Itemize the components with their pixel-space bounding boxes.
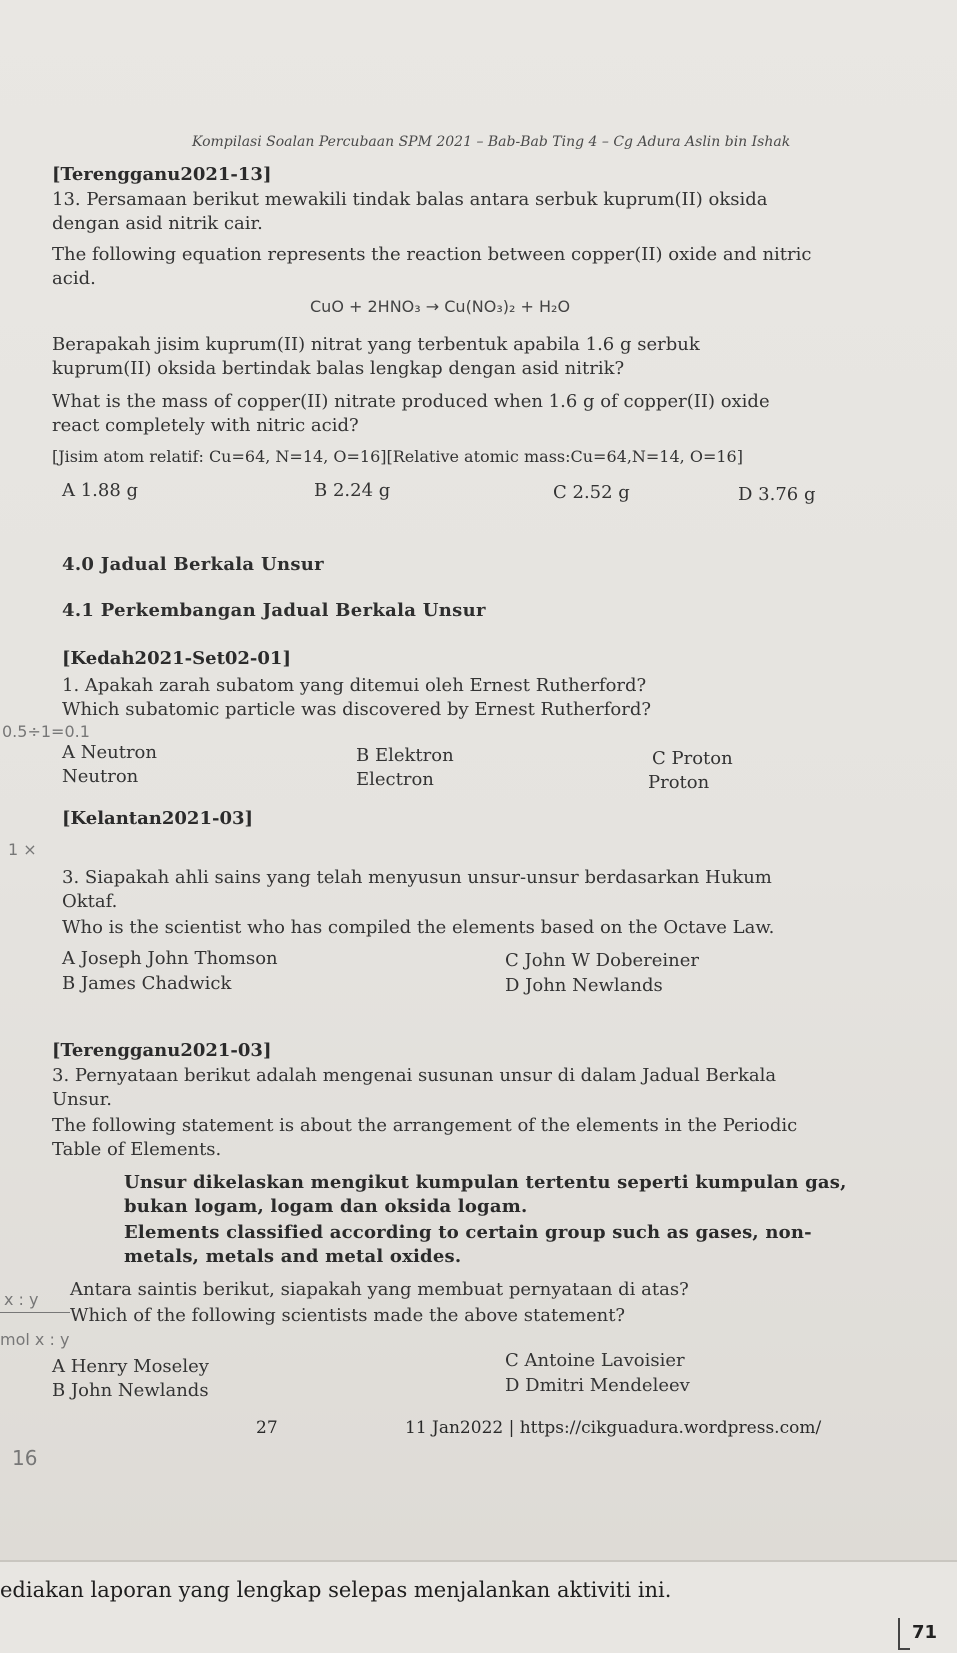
footer-date-url: 11 Jan2022 | https://cikguadura.wordpress.com/ xyxy=(405,1418,822,1438)
option-a: A Joseph John Thomson xyxy=(62,948,278,969)
question-text: Which subatomic particle was discovered by Ernest Rutherford? xyxy=(62,699,652,720)
bottom-page-number: 71 xyxy=(912,1622,938,1643)
handwritten-note: mol x : y xyxy=(0,1330,70,1349)
question-source: [Kedah2021-Set02-01] xyxy=(62,648,291,669)
page-number-bracket xyxy=(898,1618,910,1650)
question-text: Berapakah jisim kuprum(II) nitrat yang terbentuk apabila 1.6 g serbuk xyxy=(52,334,700,355)
option-c-en: Proton xyxy=(648,772,710,793)
option-c: C John W Dobereiner xyxy=(505,950,699,971)
option-b: B John Newlands xyxy=(52,1380,209,1401)
handwritten-underline xyxy=(0,1312,70,1313)
option-a: A Henry Moseley xyxy=(52,1356,209,1377)
question-text: react completely with nitric acid? xyxy=(52,415,359,436)
option-d: D John Newlands xyxy=(505,975,663,996)
question-text: Unsur. xyxy=(52,1089,112,1110)
question-text: acid. xyxy=(52,268,96,289)
option-c: C Proton xyxy=(652,748,733,769)
handwritten-note: 0.5÷1=0.1 xyxy=(2,722,90,741)
statement-box: Unsur dikelaskan mengikut kumpulan tertentu seperti kumpulan gas, xyxy=(124,1172,847,1193)
option-a-en: Neutron xyxy=(62,766,139,787)
handwritten-note: 1 × xyxy=(8,840,37,859)
option-d: D 3.76 g xyxy=(738,484,816,505)
atomic-mass-note: [Jisim atom relatif: Cu=64, N=14, O=16][Relative atomic mass:Cu=64,N=14, O=16] xyxy=(52,447,743,466)
option-a: A 1.88 g xyxy=(62,480,139,501)
option-b: B Elektron xyxy=(356,745,454,766)
option-b: B 2.24 g xyxy=(314,480,391,501)
question-text: 3. Siapakah ahli sains yang telah menyusun unsur-unsur berdasarkan Hukum xyxy=(62,867,772,888)
option-c: C Antoine Lavoisier xyxy=(505,1350,685,1371)
next-page-strip xyxy=(0,1560,957,1653)
handwritten-note: x : y xyxy=(4,1290,39,1309)
option-d: D Dmitri Mendeleev xyxy=(505,1375,690,1396)
question-text: What is the mass of copper(II) nitrate produced when 1.6 g of copper(II) oxide xyxy=(52,391,770,412)
question-text: Which of the following scientists made the above statement? xyxy=(70,1305,626,1326)
question-text: kuprum(II) oksida bertindak balas lengkap dengan asid nitrik? xyxy=(52,358,625,379)
statement-box: metals, metals and metal oxides. xyxy=(124,1246,462,1267)
question-text: 13. Persamaan berikut mewakili tindak balas antara serbuk kuprum(II) oksida xyxy=(52,189,768,210)
statement-box: Elements classified according to certain group such as gases, non- xyxy=(124,1222,812,1243)
question-source: [Kelantan2021-03] xyxy=(62,808,254,829)
question-source: [Terengganu2021-03] xyxy=(52,1040,272,1061)
question-text: Oktaf. xyxy=(62,891,118,912)
question-source: [Terengganu2021-13] xyxy=(52,164,272,185)
chemical-equation: CuO + 2HNO₃ → Cu(NO₃)₂ + H₂O xyxy=(310,297,571,316)
statement-box: bukan logam, logam dan oksida logam. xyxy=(124,1196,528,1217)
subsection-title: 4.1 Perkembangan Jadual Berkala Unsur xyxy=(62,600,486,621)
handwritten-note: 16 xyxy=(12,1446,38,1470)
question-text: 3. Pernyataan berikut adalah mengenai susunan unsur di dalam Jadual Berkala xyxy=(52,1065,777,1086)
page-number: 27 xyxy=(256,1418,278,1438)
question-text: The following statement is about the arrangement of the elements in the Periodic xyxy=(52,1115,798,1136)
question-text: 1. Apakah zarah subatom yang ditemui oleh Ernest Rutherford? xyxy=(62,675,647,696)
option-a: A Neutron xyxy=(62,742,157,763)
section-title: 4.0 Jadual Berkala Unsur xyxy=(62,554,324,575)
question-text: Who is the scientist who has compiled the elements based on the Octave Law. xyxy=(62,917,775,938)
option-c: C 2.52 g xyxy=(553,482,630,503)
question-text: dengan asid nitrik cair. xyxy=(52,213,263,234)
question-text: The following equation represents the reaction between copper(II) oxide and nitric xyxy=(52,244,812,265)
bottom-text: ediakan laporan yang lengkap selepas menjalankan aktiviti ini. xyxy=(0,1578,672,1602)
question-text: Table of Elements. xyxy=(52,1139,222,1160)
question-text: Antara saintis berikut, siapakah yang membuat pernyataan di atas? xyxy=(70,1279,689,1300)
option-b: B James Chadwick xyxy=(62,973,232,994)
option-b-en: Electron xyxy=(356,769,434,790)
page-header: Kompilasi Soalan Percubaan SPM 2021 – Bab-Bab Ting 4 – Cg Adura Aslin bin Ishak xyxy=(192,134,791,150)
